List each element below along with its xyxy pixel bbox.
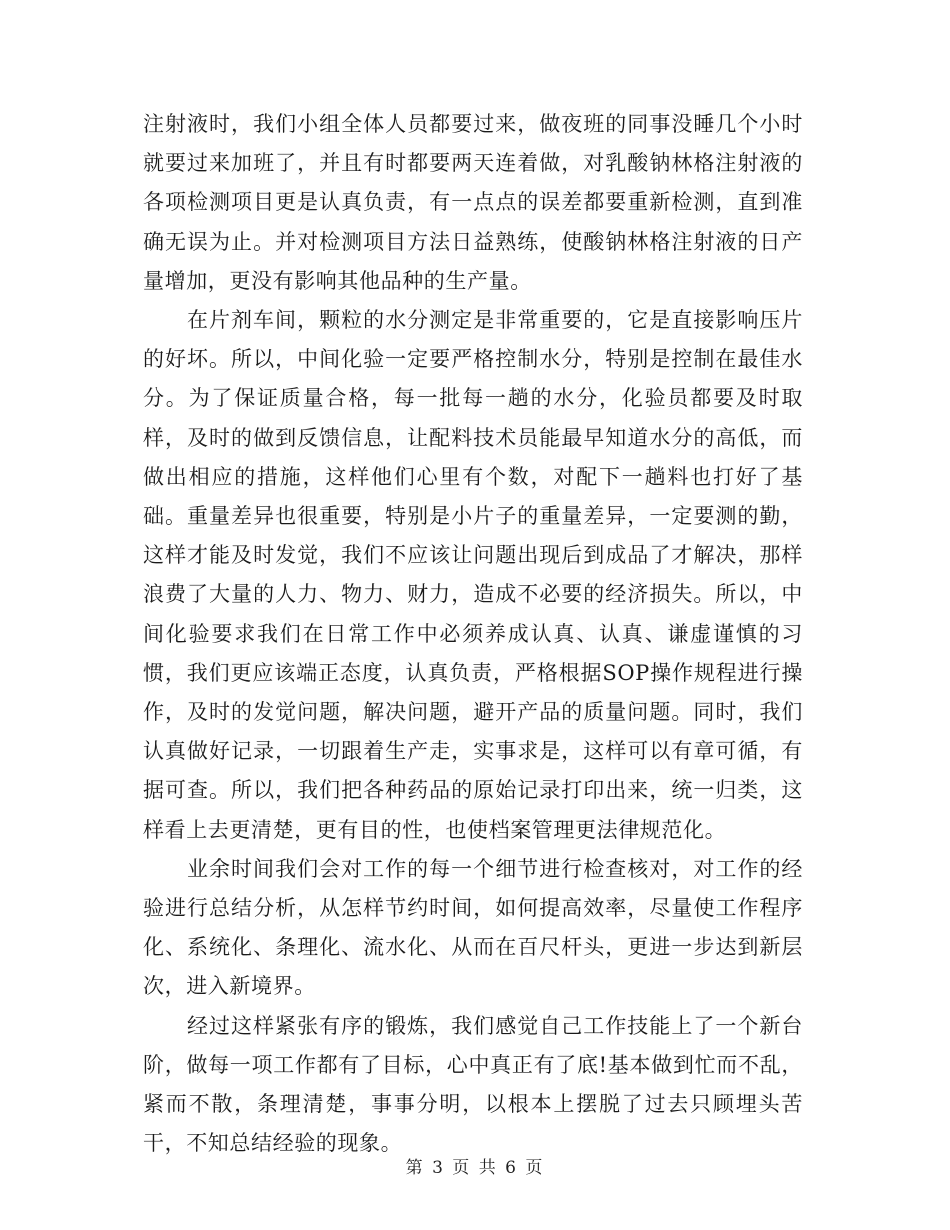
body-text: [143, 105, 803, 1163]
paragraph-1: 注射液时，我们小组全体人员都要过来，做夜班的同事没睡几个小时就要过来加班了，并且有时都要两天连着做，对乳酸钠林格注射液的各项检测项目更是认真负责，有一点点的误差都要重新检测，直到准确无误为止。并对检测项目方法日益熟练，使酸钠林格注射液的日产量增加，更没有影响其他品种的生产量。: [143, 112, 803, 293]
paragraph-3: 业余时间我们会对工作的每一个细节进行检查核对，对工作的经验进行总结分析，从怎样节约时间，如何提高效率，尽量使工作程序化、系统化、条理化、流水化、从而在百尺杆头，更进一步达到新层次，进入新境界。: [143, 856, 803, 999]
paragraph-2: 在片剂车间，颗粒的水分测定是非常重要的，它是直接影响压片的好坏。所以，中间化验一定要严格控制水分，特别是控制在最佳水分。为了保证质量合格，每一批每一趟的水分，化验员都要及时取样，及时的做到反馈信息，让配料技术员能最早知道水分的高低，而做出相应的措施，这样他们心里有个数，对配下一趟料也打好了基础。重量差异也很重要，特别是小片子的重量差异，一定要测的勤，这样才能及时发觉，我们不应该让问题出现后到成品了才解决，那样浪费了大量的人力、物力、财力，造成不必要的经济损失。所以，中间化验要求我们在日常工作中必须养成认真、认真、谦虚谨慎的习惯，我们更应该端正态度，认真负责，严格根据SOP操作规程进行操作，及时的发觉问题，解决问题，避开产品的质量问题。同时，我们认真做好记录，一切跟着生产走，实事求是，这样可以有章可循，有据可查。所以，我们把各种药品的原始记录打印出来，统一归类，这样看上去更清楚，更有目的性，也使档案管理更法律规范化。: [143, 308, 803, 842]
page-number: 第 3 页 共 6 页: [405, 1158, 545, 1178]
paragraph-4: 经过这样紧张有序的锻炼，我们感觉自己工作技能上了一个新台阶，做每一项工作都有了目标，心中真正有了底!基本做到忙而不乱，紧而不散，条理清楚，事事分明，以根本上摆脱了过去只顾埋头苦干，不知总结经验的现象。: [143, 1013, 803, 1156]
